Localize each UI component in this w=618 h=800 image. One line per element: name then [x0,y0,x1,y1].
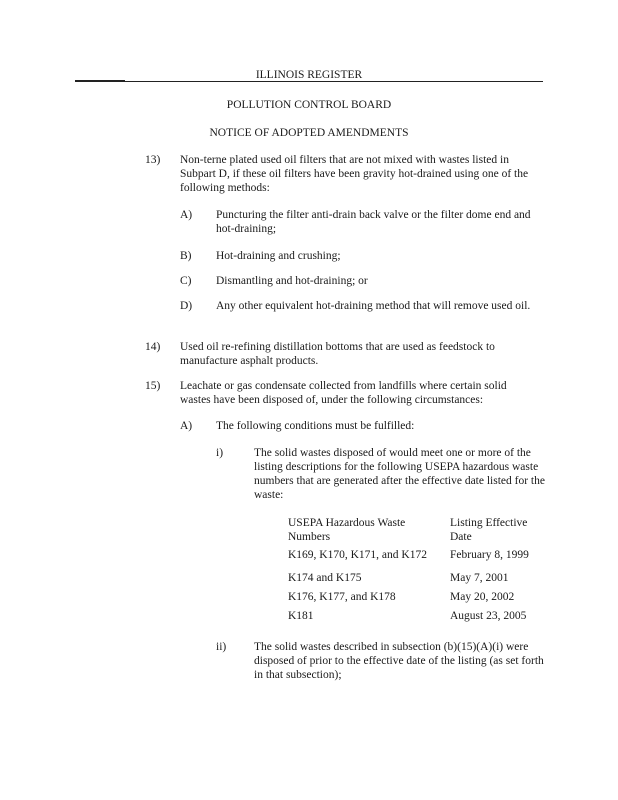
item-15-a-i-label: i) [216,447,224,459]
item-15-a-text: The following conditions must be fulfilled: [216,420,415,432]
table-cell-numbers: K169, K170, K171, and K172 [288,549,427,561]
item-13-a-label: A) [180,209,193,221]
table-header-numbers: USEPA Hazardous Waste Numbers [288,517,406,543]
item-15-number: 15) [145,380,161,392]
item-13-c-text: Dismantling and hot-draining; or [216,275,368,287]
notice-title: NOTICE OF ADOPTED AMENDMENTS [209,127,409,139]
item-13-b-text: Hot-draining and crushing; [216,250,341,262]
register-title: ILLINOIS REGISTER [255,69,363,81]
table-header-date: Listing Effective Date [450,517,528,543]
item-13-a-text: Puncturing the filter anti-drain back valve or the filter dome end and hot-draining; [216,209,531,235]
table-cell-date: May 7, 2001 [450,572,509,584]
item-13-b-label: B) [180,250,192,262]
item-13-c-label: C) [180,275,192,287]
table-cell-numbers: K176, K177, and K178 [288,591,396,603]
item-15-text: Leachate or gas condensate collected from landfills where certain solid wastes have been disposed of, under the following circumstances: [180,380,507,406]
item-13-d-text: Any other equivalent hot-draining method that will remove used oil. [216,300,531,312]
item-14-text: Used oil re-refining distillation bottoms that are used as feedstock to manufacture asphalt products. [180,341,495,367]
item-13-text: Non-terne plated used oil filters that are not mixed with wastes listed in Subpart D, if these oil filters have been gravity hot-drained using one of the following methods: [180,154,529,194]
table-cell-numbers: K174 and K175 [288,572,362,584]
item-15-a-label: A) [180,420,193,432]
table-cell-numbers: K181 [288,610,314,622]
item-14-number: 14) [145,341,161,353]
item-13-number: 13) [145,154,161,166]
board-title: POLLUTION CONTROL BOARD [226,99,392,111]
table-cell-date: May 20, 2002 [450,591,515,603]
item-15-a-ii-text: The solid wastes described in subsection (b)(15)(A)(i) were disposed of prior to the effective date of the listing (as set forth in that subsection); [254,641,544,681]
item-15-a-ii-label: ii) [216,641,227,653]
item-15-a-i-text: The solid wastes disposed of would meet one or more of the listing descriptions for the following USEPA hazardous waste numbers that are generated after the effective date listed for the waste: [254,447,545,501]
item-13-d-label: D) [180,300,193,312]
table-cell-date: February 8, 1999 [450,549,529,561]
table-cell-date: August 23, 2005 [450,610,527,622]
